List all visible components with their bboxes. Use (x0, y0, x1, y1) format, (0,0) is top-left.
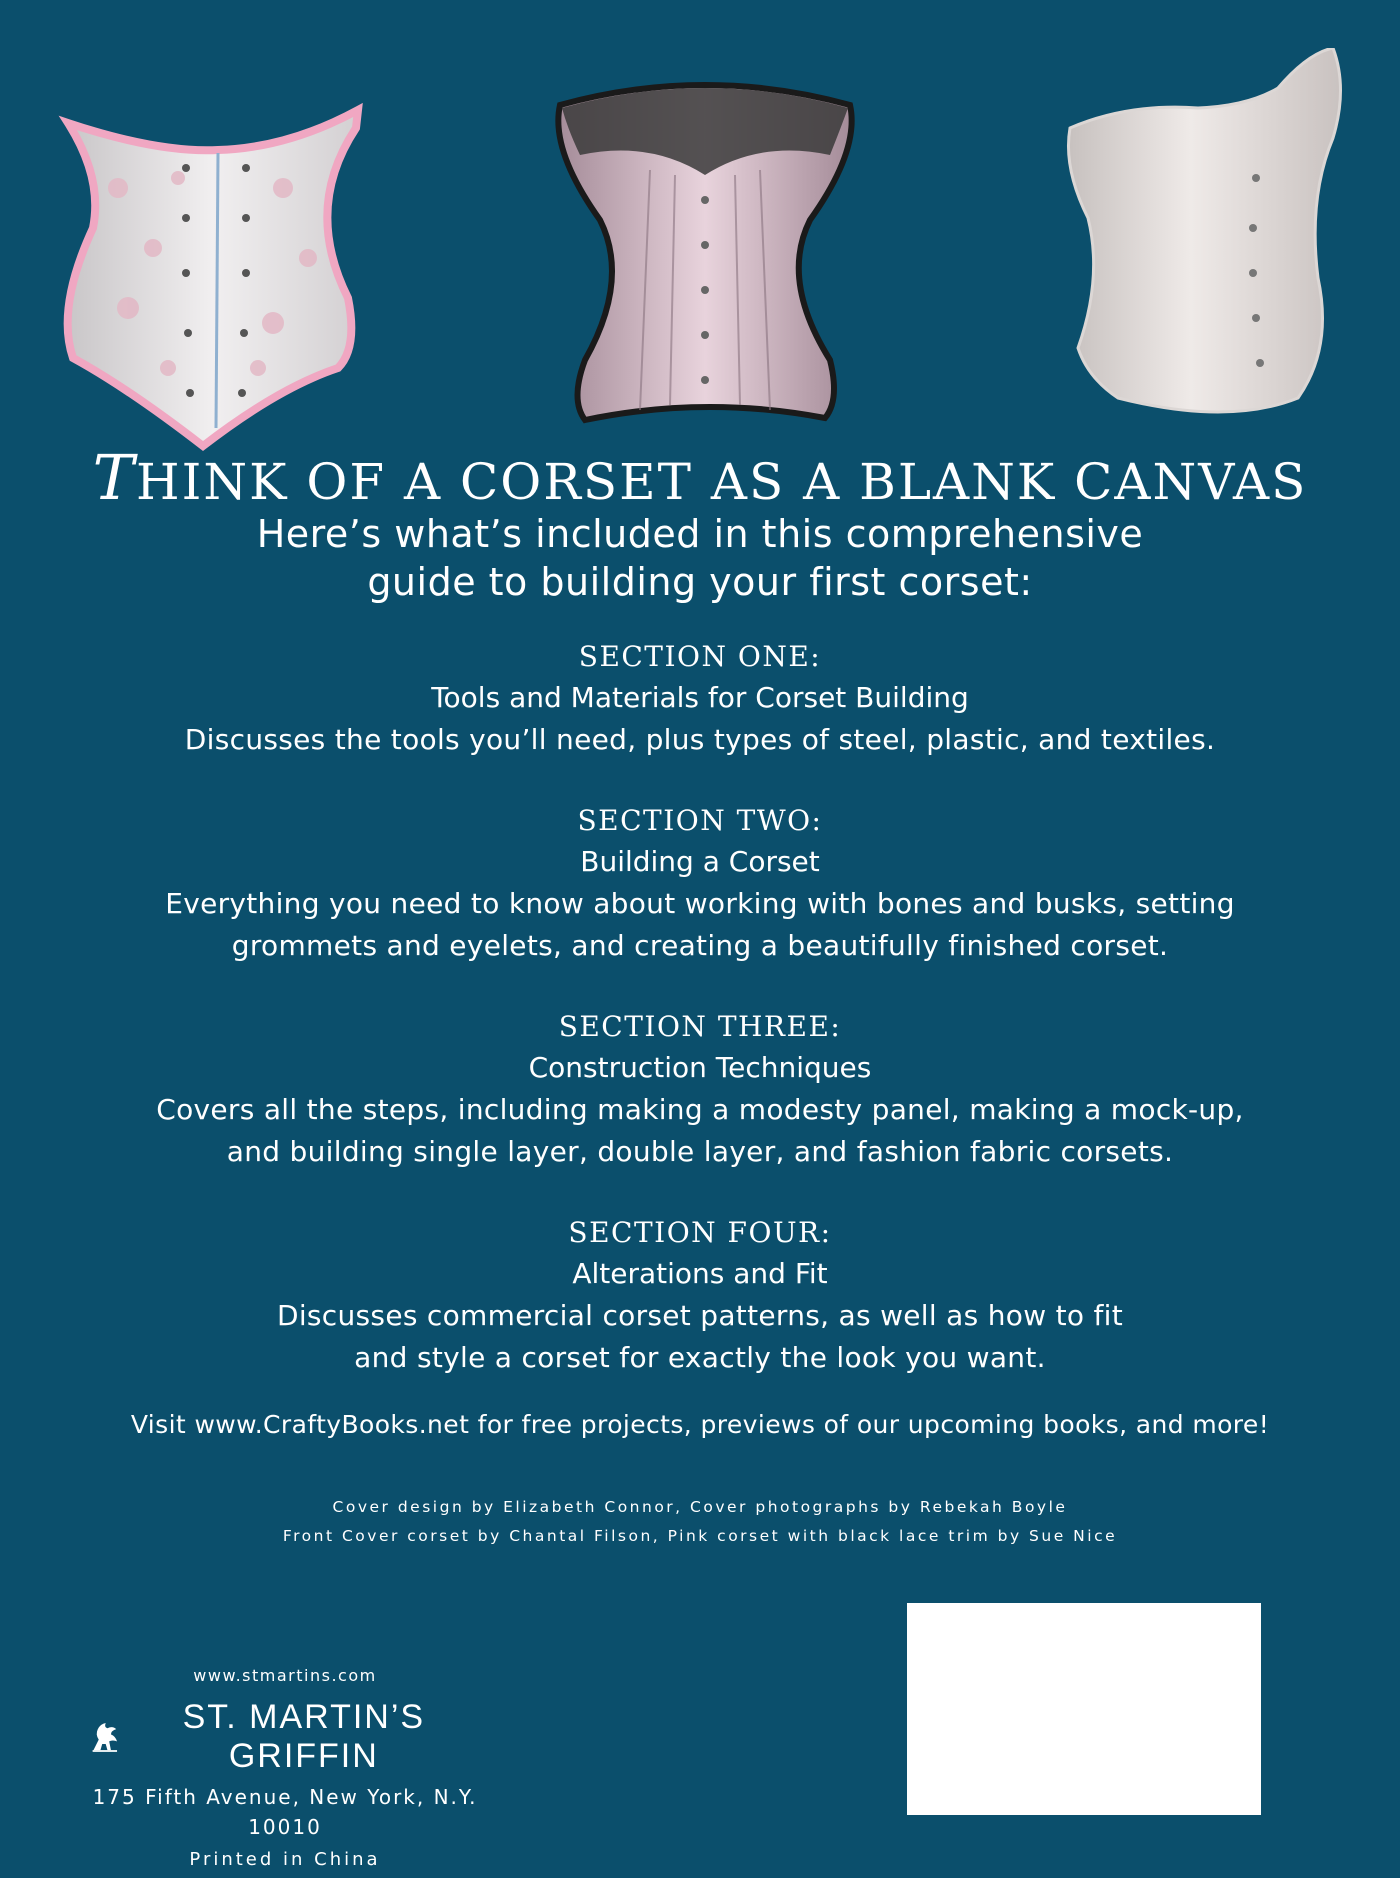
publisher-name-row (90, 1698, 480, 1776)
section-description-line-1: Everything you need to know about working with bones and busks, setting (165, 887, 1235, 920)
headline-initial: T (92, 441, 137, 514)
section-title: Alterations and Fit (572, 1257, 828, 1290)
cover-credits (0, 1493, 1400, 1551)
printed-in: Printed in China (189, 1849, 381, 1870)
intro-text (0, 510, 1400, 606)
section-description-line-2: grommets and eyelets, and creating a beautifully finished corset. (231, 929, 1169, 962)
section-heading: SECTION TWO: (577, 804, 823, 837)
intro-line-2: guide to building your first corset: (367, 560, 1033, 604)
corset-photos (0, 40, 1400, 440)
section-description-line-2: and style a corset for exactly the look you want. (354, 1341, 1046, 1374)
section-four (0, 1213, 1400, 1379)
corset-photo-right (1048, 48, 1348, 438)
publisher-info (90, 1664, 480, 1874)
publisher-url: www.stmartins.com (193, 1666, 377, 1685)
section-title: Construction Techniques (528, 1051, 872, 1084)
section-two (0, 801, 1400, 967)
section-heading: SECTION THREE: (558, 1010, 842, 1043)
section-description-line-1: Covers all the steps, including making a modesty panel, making a mock-up, (156, 1093, 1244, 1126)
barcode-area (907, 1603, 1261, 1815)
section-description-line-1: Discusses commercial corset patterns, as well as how to fit (276, 1299, 1124, 1332)
corset-photo-left (58, 68, 378, 458)
credits-line-2: Front Cover corset by Chantal Filson, Pink corset with black lace trim by Sue Nice (282, 1527, 1118, 1545)
section-heading: SECTION ONE: (578, 640, 822, 673)
section-title: Building a Corset (580, 845, 820, 878)
intro-line-1: Here’s what’s included in this comprehensive (256, 512, 1144, 556)
credits-line-1: Cover design by Elizabeth Connor, Cover photographs by Rebekah Boyle (332, 1498, 1068, 1516)
visit-website-text: Visit www.CraftyBooks.net for free projects, previews of our upcoming books, and more! (130, 1410, 1270, 1439)
section-description: Discusses the tools you’ll need, plus types of steel, plastic, and textiles. (184, 723, 1216, 756)
section-one (0, 637, 1400, 761)
publisher-name: ST. MARTIN’S GRIFFIN (182, 1698, 426, 1775)
section-three (0, 1007, 1400, 1173)
corset-photo-center (540, 60, 870, 460)
publisher-address: 175 Fifth Avenue, New York, N.Y. 10010 (92, 1785, 478, 1839)
section-description-line-2: and building single layer, double layer, and fashion fabric corsets. (226, 1135, 1174, 1168)
headline-text: HINK OF A CORSET AS A BLANK CANVAS (136, 453, 1308, 511)
headline (0, 441, 1400, 514)
section-title: Tools and Materials for Corset Building (431, 681, 969, 714)
griffin-icon (90, 1718, 120, 1756)
section-heading: SECTION FOUR: (568, 1216, 832, 1249)
